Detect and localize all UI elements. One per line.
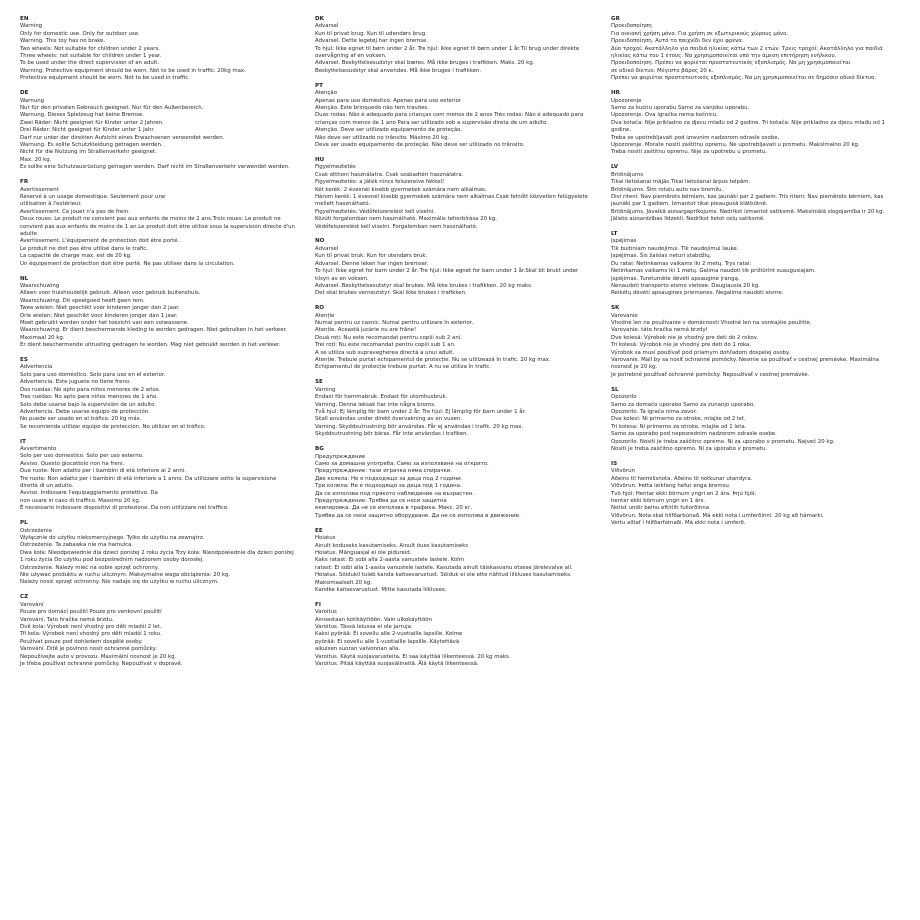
warning-section-de xyxy=(20,90,308,171)
warning-text-line: Réservé à un usage domestique. Seulement pour une xyxy=(20,193,166,200)
language-code: LV xyxy=(611,164,619,171)
warning-text-line: Dos ruedas: No apto para niños menores de 2 años. xyxy=(20,386,161,393)
warning-section-nl xyxy=(20,276,308,350)
column-middle xyxy=(315,16,605,676)
warning-text-line: Drie wielen: Niet geschikt voor kinderen jonger dan 1 jaar. xyxy=(20,312,178,319)
warning-heading: Įspėjimas xyxy=(611,238,637,245)
warning-text-line: Echipamentul de protecție trebuie purtat. A nu se utiliza în trafic. xyxy=(315,364,491,371)
warning-text-line: Waarschuwing. Dit speelgoed heeft geen rem. xyxy=(20,297,145,304)
warning-heading: Warning xyxy=(20,23,43,30)
warning-text-line: Due ruote: Non adatto per i bambini di età inferiore ai 2 anni. xyxy=(20,468,186,475)
warning-text-line: Tre ruote: Non adatto per i bambini di età inferiore a 1 anno. Da utilizzare sotto la supervisione xyxy=(20,475,277,482)
warning-text-line: Figyelmeztetés: Védőfelszerelést kell viselni. xyxy=(315,208,435,215)
warning-text-line: Brīdinājums. Jāvalkā aizsargaprīkojums. Nedrīkst izmantot satiksmē. Maksimālā slogojamība ir 20 kg. xyxy=(611,208,885,215)
warning-section-hr xyxy=(611,90,907,157)
warning-section-sl xyxy=(611,387,907,454)
warning-section-it xyxy=(20,439,308,513)
warning-text-line: Warnung. Dieses Spielzeug hat keine Bremse. xyxy=(20,112,144,119)
warning-text-line: Používat pouze pod dohledem dospělé osoby. xyxy=(20,638,143,645)
language-code: LT xyxy=(611,231,618,238)
warning-text-line: Duas rodas: Não é adequado para crianças com menos de 2 anos Três rodas: Não é adequado para xyxy=(315,112,584,119)
warning-heading: Advertencia xyxy=(20,364,53,371)
warning-heading: Warnung xyxy=(20,97,45,104)
warning-text-line: Avertissement. Ce jouet n'a pas de frein. xyxy=(20,208,130,215)
warning-text-line: Три колела: Не е подходящо за деца под 1 година. xyxy=(315,483,462,490)
warning-text-line: A se utiliza sub supravegherea directă a unui adult. xyxy=(315,349,455,356)
language-code: CZ xyxy=(20,594,29,601)
warning-section-lt xyxy=(611,231,907,298)
warning-text-line: Tri kolesá: Výrobok nie je vhodný pre deti do 1 roka. xyxy=(611,342,752,349)
warning-text-line: No puede ser usado en el tráfico. 20 kg máx. xyxy=(20,416,142,423)
warning-text-line: Védőfelszerelést kell viselni. Forgalomban nem használható. xyxy=(315,223,478,230)
warning-text-line: Două roți: Nu este recomandat pentru copiii sub 2 ani. xyxy=(315,334,462,341)
warning-text-line: Je potrebné používať ochranné pomôcky. Nepoužívať v cestnej premávke. xyxy=(611,371,810,378)
warning-text-line: Warning. This toy has no brake. xyxy=(20,38,106,45)
language-code: SE xyxy=(315,379,323,386)
warning-text-line: Предупреждение: тази играчка няма спирачки. xyxy=(315,468,453,475)
warning-text-line: Alleen voor huishoudelijk gebruik. Alleen voor gebruik buitenshuis. xyxy=(20,290,201,297)
warning-heading: Varovanie xyxy=(611,312,638,319)
column-left xyxy=(20,16,308,676)
warning-section-fi xyxy=(315,602,605,669)
warning-text-line: Two wheels: Not suitable for children under 2 years. xyxy=(20,45,161,52)
warning-text-line: Tikai lietošanai mājās.Tikai lietošanai ārpus telpām. xyxy=(611,179,751,186)
warning-text-line: Maksimaalselt 20 kg. xyxy=(315,579,373,586)
warning-text-line: godine. xyxy=(611,127,632,134)
warning-text-line: Pouze pro domácí použití Pouze pro venkovní použití xyxy=(20,609,162,616)
warning-heading: Waarschuwing xyxy=(20,282,60,289)
language-code: GR xyxy=(611,16,620,22)
warning-text-line: Προειδοποίηση. Αυτό το παιχνίδι δεν έχει φρένα. xyxy=(611,38,744,45)
warning-heading: Avertissement xyxy=(20,186,59,193)
warning-heading: Varoitus xyxy=(315,609,337,616)
language-code: NO xyxy=(315,238,325,245)
warning-text-line: Atenție. Această jucărie nu are frâne! xyxy=(315,327,417,334)
warning-text-line: Brīdinājums. Šim rotaļu auto nav bremžu. xyxy=(611,186,724,193)
warning-text-line: Max. 20 kg. xyxy=(20,156,52,163)
warning-text-line: Varovanie. Malí by sa nosiť ochranné pomôcky. Nesmie sa používať v cestnej premávke. Maximálna xyxy=(611,357,880,364)
language-code: SL xyxy=(611,386,619,393)
warning-text-line: Deve ser usado equipamento de proteção. Não deve ser utilizado no trânsito. xyxy=(315,142,525,148)
warning-text-line: Kaks ratast: Ei sobi alla 2-aasta vanustele lastele. Kolm xyxy=(315,557,465,564)
warning-text-line: Drei Räder: Nicht geeignet für Kinder unter 1 Jahr. xyxy=(20,127,155,134)
warning-heading: Atenție xyxy=(315,312,335,319)
warning-heading: Atenção xyxy=(315,90,338,97)
warning-text-line: Viðvörun. Nota skal hlífðarbúnað. Má ekki nota í umferðinni. 20 kg að hámarki. xyxy=(611,512,824,519)
warning-text-line: Výrobok sa musí používať pod priamym dohľadom dospelej osoby. xyxy=(611,349,791,356)
warning-text-line: Varning. Skyddsutrustning bör användas. Får ej användas i trafik. 20 kg max. xyxy=(315,423,524,430)
warning-text-line: Само за домашна употреба. Само за използване на открито. xyxy=(315,460,489,467)
warning-text-line: aikuisen suoran valvonnan alla. xyxy=(315,646,401,653)
warning-text-line: Hoiatus. Mänguasjal ei ole pidureid. xyxy=(315,549,412,556)
warning-text-line: Não deve ser utilizado no trânsito. Máximo 20 kg. xyxy=(315,134,450,141)
warning-text-line: Varování. Dítě je povinno nosit ochranné pomůcky. xyxy=(20,646,157,653)
warning-text-line: Un équipement de protection doit être porté. Ne pas utiliser dans la circulation. xyxy=(20,260,235,267)
warning-text-line: Advertencia. Este juguete no tiene freno. xyxy=(20,379,131,386)
language-code: PL xyxy=(20,520,28,527)
warning-text-line: Endast för hemmabruk. Endast för utomhusbruk. xyxy=(315,394,448,401)
warning-text-line: Tik buitiniam naudojimui. Tik naudojimui lauke. xyxy=(611,245,739,252)
warning-section-pl xyxy=(20,520,308,587)
warning-text-line: Protective equipment should be worn. Not to be used in traffic. xyxy=(20,75,190,82)
warning-text-line: Dve kolesá: Výrobok nie je vhodný pre deti do 2 rokov. xyxy=(611,334,759,341)
language-code: IS xyxy=(611,460,618,467)
warning-heading: Avvertimento xyxy=(20,446,57,453)
warning-text-line: Avviso. Questo giocattolo non ha freni. xyxy=(20,460,125,467)
warning-text-line: Netinkamas vaikams iki 1 metų. Galima naudoti tik prižiūrint suaugusiajam. xyxy=(611,268,816,275)
language-code: EE xyxy=(315,527,323,534)
language-code: DE xyxy=(20,90,29,97)
warning-text-line: Twee wielen: Niet geschikt voor kinderen jonger dan 2 jaar. xyxy=(20,305,180,312)
warning-section-cz xyxy=(20,594,308,668)
warning-text-line: Solo per uso domestico. Solo per uso esterno. xyxy=(20,453,144,460)
warning-text-line: Samo za uporabo pod neposrednim nadzorom odrasle osebe. xyxy=(611,431,777,438)
warning-text-line: Viðvörun. Þetta leikfang hefur enga bremsu. xyxy=(611,483,731,490)
warning-text-line: Δύο τροχοί: Ακατάλληλο για παιδιά ηλικίας κάτω των 2 ετών. Τρεις τροχοί: Ακατάλληλο για παιδιά xyxy=(611,45,883,52)
language-code: FI xyxy=(315,601,321,608)
warning-text-line: Divi riteni: Nav piemērots bērniem, kas jaunāki par 2 gadiem. Trīs riteni: Nav piemērots bērniem, kas xyxy=(611,193,884,200)
warning-text-line: Trei roți: Nu este recomandat pentru copiii sub 1 an. xyxy=(315,342,456,349)
warning-text-line: Avertissement. L'équipement de protection doit être porté. xyxy=(20,238,180,245)
warning-section-is xyxy=(611,461,907,528)
warning-text-line: Varování. Tato hračka nemá brzdu. xyxy=(20,616,114,623)
warning-text-line: Det skal brukes verneutstyr. Skal ikke brukes i trafikken. xyxy=(315,290,467,297)
warning-text-line: To hjul: Ikke egnet til børn under 2 år. Tre hjul: Ikke egnet til børn under 1 år.Til brug under direkte xyxy=(315,45,580,52)
warning-text-line: Advertencia. Debe usarse equipo de protección. xyxy=(20,408,150,415)
warning-text-line: Atenção. Deve ser utilizado equipamento de proteção. xyxy=(315,127,463,134)
warning-text-line: jaunāki par 1 gadiem. Izmantot tikai pieaugušā klātbūtnē. xyxy=(611,201,768,208)
warning-text-line: Avviso. Indossare l'equipaggiamento protettivo. Da xyxy=(20,490,158,497)
warning-section-es xyxy=(20,357,308,431)
warning-text-line: Only for domestic use. Only for outdoor use. xyxy=(20,30,140,37)
warning-text-line: 1 roku życia Do użytku pod bezpośrednim nadzorem osoby dorosłej. xyxy=(20,557,204,564)
warning-text-line: σε οδικό δίκτυο. Μέγιστο βάρος 20 κ. xyxy=(611,67,714,74)
warning-heading: Предупреждение xyxy=(315,453,366,460)
warning-text-line: Darf nur unter der direkten Aufsicht eines Erwachsenen verwendet werden. xyxy=(20,134,225,141)
warning-text-line: Jālieto aizsardzības līdzekli. Nedrīkst lietot ceļu satiksmē. xyxy=(611,216,765,223)
warning-text-line: nosnosť je 20 kg. xyxy=(611,364,658,371)
warning-heading: Ostrzeżenie xyxy=(20,527,52,534)
warning-text-line: Upozorenje. Morate nositi zaštitnu opremu. Ne upotrebljavati u prometu. Maksimalno 20 kg. xyxy=(611,142,860,148)
warning-heading: Figyelmeztetés xyxy=(315,164,356,171)
warning-text-line: Notist undir beinu eftirliti fullorðinna xyxy=(611,505,710,512)
warning-text-line: Warnung. Es sollte Schutzkleidung getragen werden. xyxy=(20,142,163,148)
warning-text-line: Трябва да се носи защитно оборудване. Да не се използва в движение. xyxy=(315,512,521,519)
warning-heading: Προειδοποίηση xyxy=(611,23,652,30)
warning-section-sk xyxy=(611,305,907,379)
warning-text-line: Kun til privat bruk. Kun for utendørs bruk. xyxy=(315,253,428,260)
warning-text-line: ratast: Ei sobi alla 1-aasta vanustele lastele. Kasutada ainult täiskasvanu otsese järelevalve all. xyxy=(315,564,573,571)
warning-section-pt xyxy=(315,83,605,150)
warning-text-line: Advarsel. Beskyttelsesudstyr skal bæres. Må ikke bruges i trafikken. Maks. 20 kg. xyxy=(315,60,535,67)
warning-text-line: Samo za kućnu uporabu Samo za vanjsku uporabu. xyxy=(611,104,750,111)
warning-section-dk xyxy=(315,16,605,75)
warning-text-line: To be used under the direct supervision of an adult. xyxy=(20,60,160,67)
warning-text-line: Es sollte eine Schutzausrüstung getragen werden. Darf nicht im Straßenverkehr verwendet werden. xyxy=(20,164,290,171)
warning-text-line: Samo za domačo uporabo Samo za zunanjo uporabo. xyxy=(611,401,755,408)
warning-text-line: Két kerék: 2 évesnél kisebb gyermekek számára nem alkalmas. xyxy=(315,186,487,193)
language-code: EN xyxy=(20,16,29,22)
warning-text-line: Advarsel. Dette legetøj har ingen bremse. xyxy=(315,38,429,45)
warning-text-line: Varning. Denna leksak har inte några broms. xyxy=(315,401,436,408)
warning-text-line: Opozorilo. Ta igrača nima zavor. xyxy=(611,409,698,415)
warning-text-line: Upozorenje. Ova igračka nema kočnicu. xyxy=(611,112,718,119)
warning-text-line: Reikėtų dėvėti apsaugines priemones. Negalima naudoti eisme. xyxy=(611,290,784,297)
language-code: SK xyxy=(611,305,620,312)
warning-text-line: La capacité de charge max. est de 20 kg. xyxy=(20,253,132,260)
warning-text-line: Moet gebruikt worden onder het toezicht van een volwassene. xyxy=(20,319,189,326)
warning-heading: Opozorilo xyxy=(611,394,637,401)
warning-text-line: Įspėjimas. Šis žaislas neturi stabdžių. xyxy=(611,253,712,260)
warning-text-line: overvågning af en voksen. xyxy=(315,53,387,60)
warning-text-line: Figyelmeztetés: a játék nincs felszerelve fékkel! xyxy=(315,179,445,186)
warning-text-line: Se recomienda utilizar equipo de protección. No utilizar en el tráfico. xyxy=(20,423,206,430)
warning-text-line: Nie używać produktu w ruchu ulicznym. Maksymalne waga obciążenia: 20 kg. xyxy=(20,572,231,579)
warning-text-line: Dva kotača: Nije prikladno za djecu mlađu od 2 godine. Tri kotača: Nije prikladno za djecu mlađu od 1 xyxy=(611,119,885,126)
warning-text-line: Beskyttelsesudstyr skal anvendes. Må ikke bruges i trafikken. xyxy=(315,67,482,74)
warning-text-line: Tvö hjól: Hentar ekki börnum yngri en 2 ára. Þrjú hjól: xyxy=(611,490,757,497)
warning-heading: Viðvörun xyxy=(611,468,635,475)
warning-text-line: Varoitus. Tässä lelussa ei ole jarruja. xyxy=(315,624,413,631)
language-code: NL xyxy=(20,275,29,282)
warning-text-line: mellett használható. xyxy=(315,201,371,208)
warning-text-line: Numai pentru uz casnic. Numai pentru utilizare în exterior. xyxy=(315,320,474,327)
warning-text-line: Två hjul: Ej lämplig för barn under 2 år. Tre hjul: Ej lämplig för barn under 1 år. xyxy=(315,409,526,415)
warning-text-line: Opozorilo. Nositi je treba zaščitno opremo. Ni za uporabo v prometu. Največ 20 kg. xyxy=(611,438,835,445)
warning-text-line: adulte. xyxy=(20,230,39,237)
warning-text-line: Treba se upotrebljavati pod izravnim nadzorom odrasle osobe. xyxy=(611,134,780,141)
warning-section-en xyxy=(20,16,308,83)
warning-text-line: Atenção. Este brinquedo não tem travões. xyxy=(315,104,429,111)
warning-heading: Advarsel xyxy=(315,23,339,30)
warning-text-line: Hoiatus. Sõidukil tuleb kanda kaitsevarustust. Sõiduk ei ole ette nähtud liikluses kasutamiseks. xyxy=(315,572,572,579)
warning-text-line: Je třeba používat ochranné pomůcky. Nepoužívat v dopravě. xyxy=(20,661,183,667)
warning-text-line: Solo debe usarse bajo la supervisión de un adulto. xyxy=(20,401,157,408)
warning-text-line: Közúti forgalomban nem használható. Maximális teherbírása 20 kg. xyxy=(315,216,498,223)
warning-text-line: Да се използва под прякото наблюдение на възрастен. xyxy=(315,490,475,497)
warning-text-line: Για οικιακή χρήση μόνο. Για χρήση σε εξωτερικούς χώρους μόνο. xyxy=(611,30,789,37)
warning-text-line: Πρέπει να φοριέται προστατευτικός εξοπλισμός. Να μη χρησιμοποιείται σε δημόσιο οδικό δίκτυο. xyxy=(611,75,877,82)
warning-text-line: Wyłącznie do użytku niekomercyjnego. Tylko do użytku na zewnątrz. xyxy=(20,535,205,541)
warning-section-fr xyxy=(20,179,308,268)
warning-text-line: Solo para uso doméstico. Solo para uso en el exterior. xyxy=(20,371,166,378)
warning-text-line: Nepoužívejte auto v provozu. Maximální nosnost je 20 kg. xyxy=(20,653,177,660)
warning-text-line: È necessario indossare dispositivi di protezione. Da non utilizzare nel traffico. xyxy=(20,505,229,512)
warning-text-line: Tres ruedas: No apto para niños menores de 1 año. xyxy=(20,394,158,401)
warning-text-line: Две колела: Не е подходящо за деца под 2 години. xyxy=(315,475,463,482)
warning-text-line: Tři kola: Výrobek není vhodný pro děti mladší 1 roku. xyxy=(20,631,162,638)
warning-heading: Upozorenje xyxy=(611,97,642,104)
warning-text-line: Nenaudoti transporto eismo vietose. Daugiausia 20 kg. xyxy=(611,282,760,289)
warning-text-line: Dve kolesi: Ni primerno za otroke, mlajše od 2 let. xyxy=(611,416,746,423)
column-right xyxy=(611,16,907,535)
warning-text-line: Varoitus. Pitää käyttää suojavälineitä. Älä käytä liikenteessä. xyxy=(315,661,479,668)
warning-text-line: Προειδοποίηση. Πρέπει να φοριέται προστατευτικός εξοπλισμός. Να μη χρησιμοποιείται xyxy=(611,60,851,67)
warning-text-line: Nur für den privaten Gebrauch geeignet. Nur für den Außenbereich. xyxy=(20,104,204,111)
warning-text-line: Le produit ne doit pas être utilisé dans le trafic. xyxy=(20,245,148,252)
warning-text-line: Nositi je treba zaščitno opremo. Ni za uporabo v prometu. xyxy=(611,446,768,453)
language-code: HU xyxy=(315,156,325,163)
warning-text-line: Įspėjimas. Turetumėte dėvėti apsaugine įrangą. xyxy=(611,275,740,282)
warning-text-line: Atenție. Trebuie purtat echipamentul de protecție. Nu se utilizează în trafic. 20 kg max. xyxy=(315,357,551,364)
warning-text-line: Ostrzeżenie. Należy mieć na sobie sprzęt ochronny. xyxy=(20,564,159,571)
warning-text-line: Advarsel. Denne leken har ingen bremser. xyxy=(315,260,429,267)
warning-text-line: Skall användas under direkt övervakning av en vuxen. xyxy=(315,416,462,423)
warning-text-line: Apenas para uso doméstico. Apenas para uso exterior xyxy=(315,97,462,104)
warning-text-line: crianças com menos de 1 ano Para ser utilizado sob a supervisão direta de um adulto. xyxy=(315,119,548,126)
warning-text-line: Három kerék: 1 évesnél kisebb gyermekek számára nem alkalmas.Csak felnőtt közvetlen felügyelete xyxy=(315,193,588,200)
warning-text-line: Waarschuwing. Er dient beschermende kleding te worden gedragen. Niet gebruiken in het verkeer. xyxy=(20,327,287,334)
warning-heading: Brīdinājums xyxy=(611,171,644,178)
warning-section-hu xyxy=(315,157,605,231)
language-code: RO xyxy=(315,305,325,312)
warning-section-ee xyxy=(315,528,605,595)
warning-text-line: hentar ekki börnum yngri en 1 árs. xyxy=(611,497,705,504)
warning-section-ro xyxy=(315,305,605,372)
warning-text-line: Skyddsutrustning bör bäras. Får inte användas i trafiken. xyxy=(315,431,469,438)
warning-text-line: Csak otthoni használatra. Csak szabadtéri használatra. xyxy=(315,171,464,178)
warning-text-line: Vertu alltaf í hlífðarfatnaði. Má ekki nota í umferð. xyxy=(611,520,746,527)
warning-text-line: To hjul: Ikke egnet for barn under 2 år. Tre hjul: Ikke egnet for barn under 1 år.Skal bli brukt under xyxy=(315,268,579,275)
warning-text-line: Deux roues: Le produit ne convient pas aux enfants de moins de 2 ans.Trois roues: Le produit ne xyxy=(20,216,281,223)
warning-text-line: Maximaal 20 kg. xyxy=(20,334,65,341)
warning-text-line: Varoitus. Käytä suojavarusteita. Ei saa käyttää liikenteessä. 20 kg maks. xyxy=(315,653,511,660)
language-code: IT xyxy=(20,438,26,445)
warning-text-line: utilisation à l'extérieur. xyxy=(20,201,82,208)
warning-heading: Varování xyxy=(20,601,44,608)
warning-text-line: Kun til privat brug. Kun til udendørs brug. xyxy=(315,30,427,37)
warning-text-line: Dvě kola: Výrobek není vhodný pro děti mladší 2 let. xyxy=(20,623,162,630)
warning-text-line: Aðeins til heimilisnota. Aðeins til notkunar utandyra. xyxy=(611,475,753,482)
warning-text-line: Treba nositi zaštitnu opremu. Nije za upotrebu u prometu. xyxy=(611,149,768,156)
warning-text-line: Three wheels: not suitable for children under 1 year. xyxy=(20,53,162,60)
warning-text-line: Du ratai: Netinkamas vaikams iki 2 metų. Trys ratai: xyxy=(611,260,752,267)
language-code: ES xyxy=(20,357,28,364)
warning-text-line: Ostrzeżenie. Ta zabawka nie ma hamulca. xyxy=(20,542,134,549)
warning-text-line: non usare in caso di traffico. Massimo 20 kg. xyxy=(20,497,141,504)
warning-text-line: Zwei Räder: Nicht geeignet für Kinder unter 2 Jahren. xyxy=(20,119,164,126)
warning-text-line: Tri kolesa: Ni primerno za otroke, mlajše od 1 leta. xyxy=(611,423,747,430)
warning-heading: Varning xyxy=(315,386,336,393)
warning-text-line: Предупреждение: Трябва да се носи защитна xyxy=(315,497,447,504)
warning-text-line: Kandke kaitsevarustust. Mitte kasutada liikluses. xyxy=(315,586,447,593)
warning-heading: Hoiatus xyxy=(315,535,336,542)
warning-text-line: diretta di un adulto. xyxy=(20,483,74,490)
warning-text-line: Vhodné len na používanie v domácnosti Vhodné len na vonkajšie použitie. xyxy=(611,320,812,327)
warning-text-line: ηλικίας κάτω του 1 έτους. Να χρησιμοποιείται υπό την άμεση επιτήρηση ενήλικου. xyxy=(611,53,837,60)
warning-text-line: Nicht für die Nutzung im Straßenverkehr geeignet. xyxy=(20,149,157,156)
warning-text-line: Należy nosić sprzęt ochronny. Nie nadaje się do użytku w ruchu ulicznym. xyxy=(20,579,219,586)
warning-text-line: Dwa koła: Nieodpowiednie dla dzieci poniżej 2 roku życia Trzy koła: Nieodpowiednie dla dzieci poniżej xyxy=(20,549,294,556)
warning-text-line: tilsyn av en voksen. xyxy=(315,275,369,282)
language-code: DK xyxy=(315,16,324,22)
warning-text-line: Warning. Protective equipment should be worn. Not to be used in traffic. 20kg max. xyxy=(20,67,246,74)
warning-heading: Advarsel xyxy=(315,245,339,252)
warning-section-se xyxy=(315,379,605,438)
warning-text-line: Varovanie. táto hračka nemá brzdy! xyxy=(611,327,708,334)
warning-section-bg xyxy=(315,446,605,520)
warning-text-line: Kaksi pyörää: Ei sovellu alle 2-vuotiaille lapsille. Kolme xyxy=(315,631,463,638)
warning-section-gr xyxy=(611,16,907,83)
warning-text-line: convient pas aux enfants de moins de 1 an.Le produit doit être utilisé sous la supervision directe d'un xyxy=(20,223,295,230)
warning-text-line: екипировка. Да не се използва в трафика. Макс. 20 кг. xyxy=(315,505,473,512)
warning-section-no xyxy=(315,238,605,297)
warning-text-line: pyörää: Ei sovellu alle 1-vuotiaille lapsille. Käytettävä xyxy=(315,638,460,645)
language-code: PT xyxy=(315,82,323,89)
warning-section-lv xyxy=(611,164,907,223)
language-code: BG xyxy=(315,446,324,453)
language-code: HR xyxy=(611,90,620,97)
language-code: FR xyxy=(20,179,29,186)
warning-text-line: Ainult koduseks kasutamiseks. Ainult õues kasutamiseks xyxy=(315,542,469,549)
warning-text-line: Advarsel. Beskyttelsesutstyr skal brukes. Må ikke brukes i trafikken. 20 kg maks. xyxy=(315,282,533,289)
warning-text-line: Ainoastaan kotikäyttöön. Vain ulkokäyttöön xyxy=(315,616,432,623)
warning-text-line: Er dient beschermende uitrusting gedragen te worden. Mag niet gebruikt worden in het verkeer. xyxy=(20,342,281,349)
